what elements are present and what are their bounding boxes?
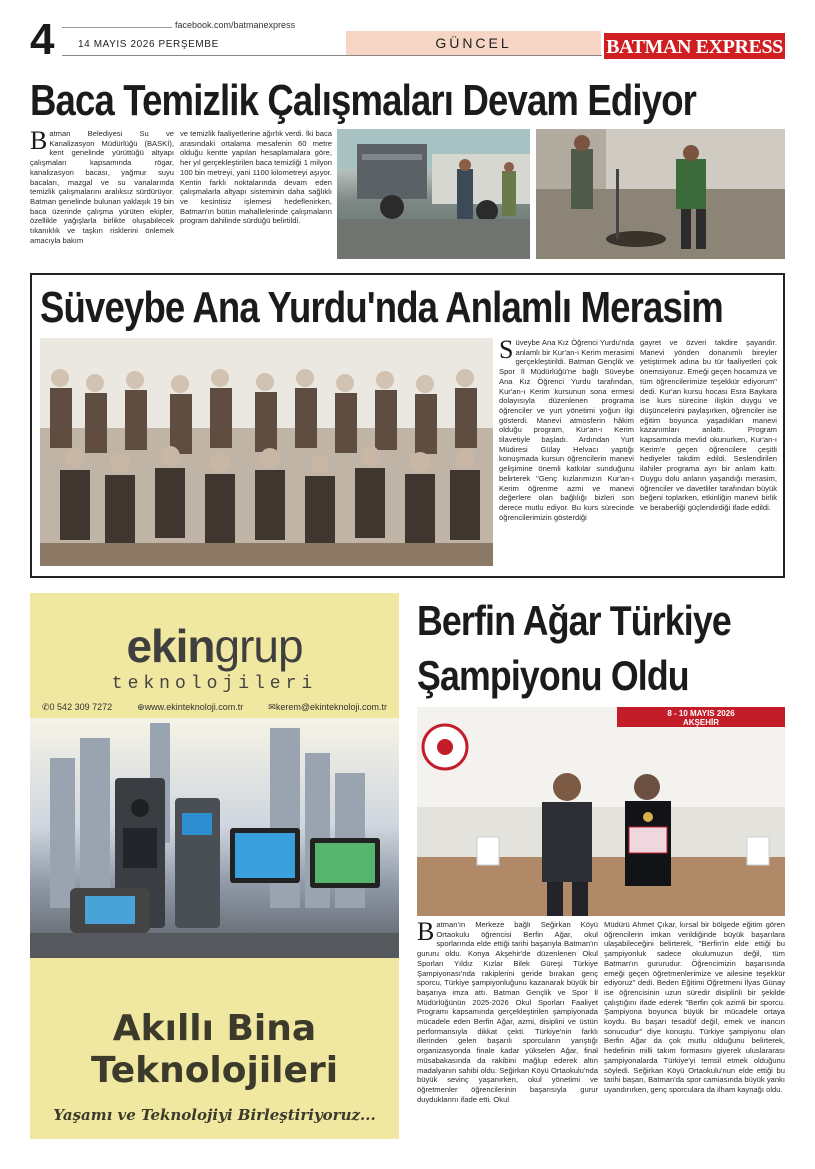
article-column <box>417 920 598 1140</box>
article-headline: Berfin Ağar Türkiye <box>417 597 731 644</box>
banner-text-top: 8 - 10 MAYIS 2026 <box>667 709 735 718</box>
ad-phone[interactable] <box>42 702 112 713</box>
newspaper-logo: BATMAN EXPRESS <box>604 31 785 59</box>
ad-title-line1: Akıllı Bina <box>112 1008 317 1049</box>
mail-icon: ✉ <box>268 702 276 712</box>
ad-website[interactable] <box>137 702 243 713</box>
banner-text-bottom: AKŞEHİR <box>682 718 720 727</box>
drop-cap: S <box>499 338 514 364</box>
article-column <box>30 129 174 269</box>
article-text: atman'ın Merkeze bağlı Seğirkan Köyü Ortaokulu öğrencisi Berfin Ağar, okul sporlarında elde ettiği tarihi başarıyla Batman'ın gururu oldu. Konya Akşehir'de düzenlenen Okul Sporları Yıldız Kızlar Bilek Güreşi Türkiye Şampiyonası'nda rakiplerini geride bırakan genç sporcu, Türkiye şampiyonluğunu kazanarak büyük bir başarıya imza attı. Batman Gençlik ve Spor İl Müdürlüğünün 2025-2026 Okul Sporları Faaliyet Programı kapsamında gerçekleştirilen şampiyonada mücadele eden Berfin Ağar, azmi, disiplini ve üstün performansıyla dikkat çekti. Türkiye'nin farklı illerinden gelen başarılı sporcuların yarıştığı organizasyonda finale kadar yükselen Ağar, final müsabakasında da rakibini mağlup ederek altın madalyanın sahibi oldu. Seğirkan Köyü Ortaokulu'nda büyük sevinç yaşanırken, okul yönetimi ve öğretmenler öğrencilerinin başarısıyla gurur duyduklarını ifade etti. Okul <box>417 920 598 1104</box>
ad-email[interactable] <box>268 702 387 713</box>
phone-icon: ✆ <box>42 702 50 712</box>
ad-subtitle: teknolojileri <box>111 674 318 694</box>
manhole-workers-photo <box>536 129 785 259</box>
ceremony-group-photo <box>40 338 493 566</box>
ad-logo-part1: ekin <box>126 620 215 672</box>
article-column: ve temizlik faaliyetlerine ağırlık verdi. İki baca arasındaki ortalama mesafenin 60 metre olduğu kentte yapılan hesaplamalara göre, her yıl gerçekleştirilen baca temizliği 1 milyon 100 bin metreyi, yani 1100 kilometreyi aşıyor. Kentin farklı noktalarında devam eden çalışmalarla altyapı sisteminin daha sağlıklı ve kesintisiz işlemesi hedeflenirken, Batman'ın bütün mahallelerinde çalışmaların program dahilinde sürdüğü belirtildi. <box>180 129 332 226</box>
ad-website-url: www.ekinteknoloji.com.tr <box>144 702 244 712</box>
issue-date: 14 MAYIS 2026 PERŞEMBE <box>78 39 219 50</box>
article-headline: Süveybe Ana Yurdu'nda Anlamlı Merasim <box>40 283 723 332</box>
drop-cap: B <box>417 920 435 946</box>
facebook-link[interactable]: facebook.com/batmanexpress <box>175 20 296 30</box>
smart-building-image <box>30 718 399 958</box>
header-rule <box>62 27 172 28</box>
article-column <box>499 338 634 569</box>
advertisement[interactable] <box>30 593 399 1139</box>
header-divider <box>62 55 602 56</box>
ad-email-address: kerem@ekinteknoloji.com.tr <box>275 702 387 712</box>
section-label: GÜNCEL <box>346 31 601 55</box>
article-text: üveybe Ana Kız Öğrenci Yurdu'nda anlamlı bir Kur'an-ı Kerim merasimi gerçekleştirildi. Batman Gençlik ve Spor İl Müdürlüğü'ne bağlı Süveybe Ana Kız Öğrenci Yurdu tarafından, Kur'an-ı Kerim kursunun sona ermesi dolayısıyla düzenlenen programa öğrenciler ve yurt yönetimi yoğun ilgi gösterdi. Manevi atmosferin hâkim olduğu program, Kur'an-ı Kerim tilavetiyle başladı. Ardından Yurt Müdiresi Gülay Helvacı yaptığı konuşmada kursun öğrencilerin manevi gelişimine önemli katkılar sunduğunu belirterek "Genç kızlarımızın Kur'an-ı Kerim öğrenme azmi ve manevi değerlere olan bağlılığı bizleri son derece mutlu ediyor. Bu kurs sürecinde öğrencilerimizin gösterdiği <box>499 338 634 522</box>
globe-icon: ⊕ <box>137 702 145 712</box>
sewer-cleaning-photo <box>337 129 530 259</box>
champion-photo <box>417 707 785 916</box>
drop-cap: B <box>30 129 48 155</box>
ad-title-line2: Teknolojileri <box>90 1050 339 1091</box>
article-column: gayret ve özveri takdire şayandır. Manevi yönden donanımlı bireyler yetiştirmek adına bu tür faaliyetleri çok önemsiyoruz. Emeği geçen hocamıza ve tüm öğrencilerimize teşekkür ediyorum" dedi. Kur'an kursu hocası Esra Baykara ise kurs sürecine ilişkin duygu ve düşüncelerini paylaşırken, öğrenciler ise eğitim boyunca yaşadıkları manevi kazanımları anlattı. Program kapsamında mevlid okunurken, Kur'an-ı Kerim'e geçen öğrencilere çeşitli hediyeler takdim edildi. Seslendirilen ilahiler programa ayrı bir anlam kattı. Duygu dolu anların yaşandığı merasim, öğrenciler ve davetliler tarafından büyük beğeni toplarken, etkinliğin manevi birlik ve beraberliği güçlendirdiği ifade edildi. <box>640 338 777 512</box>
ad-phone-number: 0 542 309 7272 <box>49 702 113 712</box>
article-headline: Baca Temizlik Çalışmaları Devam Ediyor <box>30 76 697 125</box>
ad-slogan: Yaşamı ve Teknolojiyi Birleştiriyoruz... <box>53 1106 376 1124</box>
ad-logo-part2: grup <box>214 620 303 672</box>
ad-logo <box>30 620 399 672</box>
article-headline: Şampiyonu Oldu <box>417 652 689 699</box>
article-text: atman Belediyesi Su ve Kanalizasyon Müdürlüğü (BASKİ), kent genelinde yürüttüğü altyapı çalışmaları kapsamında rögar, kanalizasyon bacası, yağmur suyu bacaları, mazgal ve su vanalarında temizlik çalışmalarını aralıksız sürdürüyor. Batman genelinde bulunan yaklaşık 19 bin baca üzerinde çalışma yürüten ekipler, özellikle yağışlarla birlikte oluşabilecek tıkanıklık ve taşkın risklerini önlemek amacıyla bakım <box>30 129 174 245</box>
article-column: Müdürü Ahmet Çıkar, kırsal bir bölgede eğitim gören öğrencilerin imkan verildiğinde büyük başarılara ulaşabileceğini belirterek, "Berfin'in elde ettiği bu şampiyonluk sadece okulumuzun değil, tüm Batman'ın gururudur. Öğrencimizin başarısında emeği geçen öğretmenlerimize ve ailesine teşekkür ediyoruz" dedi. Beden Eğitimi Öğretmeni İlyas Günay ise öğrencisinin uzun süredir disiplinli bir şekilde çalıştığını ifade ederek "Berfin çok azimli bir sporcu. Şampiyona boyunca büyük bir mücadele ortaya koydu. Bu başarı tesadüf değil, emek ve inancın sonucudur" diye konuştu. Türkiye şampiyonu olan Berfin Ağar da çok mutlu olduğunu belirterek, hedefinin milli takım formasını giyerek uluslararası şampiyonalarda Türkiye'yi temsil etmek olduğunu söyledi. Seğirkan Köyü Ortaokulu'nun elde ettiği bu tarihi başarı, Batman'da spor camiasında büyük yankı uyandırırken, genç sporculara da ilham kaynağı oldu. <box>604 920 785 1094</box>
ad-contact-bar <box>42 702 387 713</box>
page-number: 4 <box>30 15 55 64</box>
